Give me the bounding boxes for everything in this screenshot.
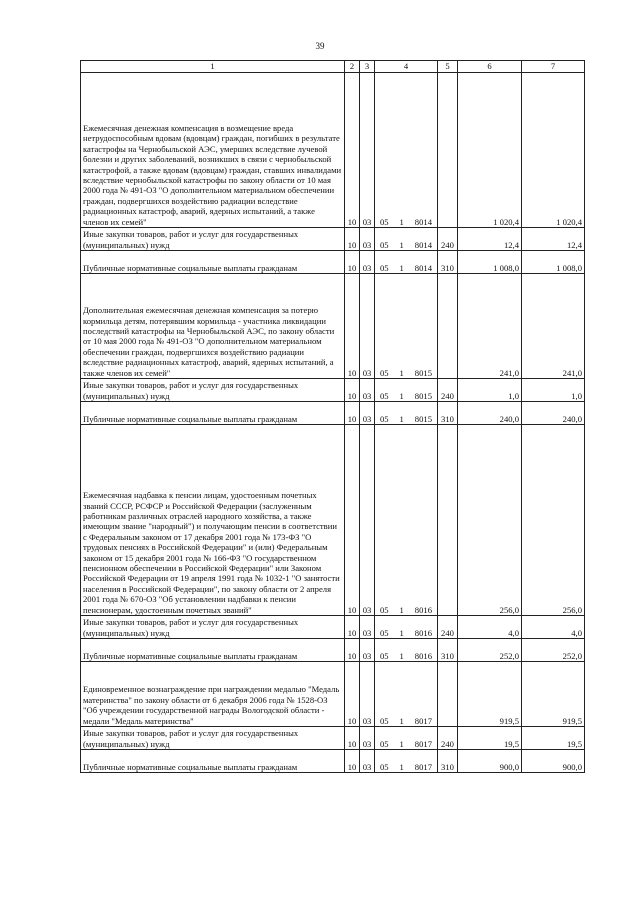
code-direction: 8017	[414, 738, 432, 749]
cell-target-code	[375, 379, 438, 402]
code-program: 05	[380, 650, 389, 661]
table-row	[81, 228, 585, 251]
table-row	[81, 425, 585, 616]
code-direction: 8014	[414, 262, 432, 273]
cell-amount-1: 19,5	[458, 727, 522, 750]
cell-subsection: 03	[360, 274, 375, 379]
cell-amount-1: 241,0	[458, 274, 522, 379]
row-name: Иные закупки товаров, работ и услуг для государственных (муниципальных) нужд	[81, 228, 345, 251]
cell-subsection: 03	[360, 616, 375, 639]
code-direction: 8015	[414, 367, 432, 378]
cell-expense-type: 240	[438, 228, 458, 251]
cell-section: 10	[345, 662, 360, 727]
code-subprogram: 1	[399, 216, 404, 227]
cell-amount-2: 240,0	[522, 402, 585, 425]
cell-target-code	[375, 228, 438, 251]
cell-expense-type: 310	[438, 402, 458, 425]
cell-amount-2: 4,0	[522, 616, 585, 639]
cell-amount-1: 12,4	[458, 228, 522, 251]
cell-amount-2: 256,0	[522, 425, 585, 616]
cell-section: 10	[345, 402, 360, 425]
cell-target-code	[375, 662, 438, 727]
cell-amount-2: 900,0	[522, 750, 585, 773]
cell-target-code	[375, 750, 438, 773]
code-program: 05	[380, 604, 389, 615]
table-row	[81, 251, 585, 274]
cell-amount-2: 1 008,0	[522, 251, 585, 274]
cell-target-code	[375, 727, 438, 750]
code-subprogram: 1	[399, 738, 404, 749]
cell-expense-type: 240	[438, 616, 458, 639]
cell-target-code	[375, 274, 438, 379]
cell-target-code	[375, 639, 438, 662]
cell-amount-1: 240,0	[458, 402, 522, 425]
row-name: Дополнительная ежемесячная денежная компенсация за потерю кормильца детям, потерявшим кормильца - участника ликвидации последствий катастрофы на Чернобыльской АЭС, по закону области от 10 мая 2000 года № 491-ОЗ "О дополнительном материальном обеспечении граждан, подвергшихся воздействию радиации вследствие радиационных катастроф, аварий, ядерных испытаний, а также членов их семей"	[81, 274, 345, 379]
page-number: 39	[315, 41, 325, 51]
cell-expense-type	[438, 73, 458, 228]
row-name: Ежемесячная надбавка к пенсии лицам, удостоенным почетных званий СССР, РСФСР и Российской Федерации (заслуженным работникам различных отраслей народного хозяйства, а также имеющим звание "народный") и получающим пенсии в соответствии с Федеральным законом от 17 декабря 2001 года № 173-ФЗ "О трудовых пенсиях в Российской Федерации" и (или) Федеральным законом от 15 декабря 2001 года № 166-ФЗ "О государственном пенсионном обеспечении в Российской Федерации" или Законом Российской Федерации от 19 апреля 1991 года № 1032-1 "О занятости населения в Российской Федерации", по закону области от 2 апреля 2001 года № 670-ОЗ "Об установлении надбавки к пенсии пенсионерам, удостоенным почетных званий"	[81, 425, 345, 616]
code-direction: 8017	[414, 715, 432, 726]
cell-expense-type: 240	[438, 379, 458, 402]
cell-amount-1: 252,0	[458, 639, 522, 662]
cell-amount-1: 1 020,4	[458, 73, 522, 228]
code-program: 05	[380, 761, 389, 772]
table-row	[81, 379, 585, 402]
code-program: 05	[380, 216, 389, 227]
cell-target-code	[375, 616, 438, 639]
code-program: 05	[380, 390, 389, 401]
cell-subsection: 03	[360, 662, 375, 727]
code-program: 05	[380, 738, 389, 749]
header-row	[81, 61, 585, 73]
code-direction: 8015	[414, 390, 432, 401]
table-row	[81, 73, 585, 228]
cell-subsection: 03	[360, 73, 375, 228]
code-subprogram: 1	[399, 413, 404, 424]
code-program: 05	[380, 239, 389, 250]
row-name: Единовременное вознаграждение при награждении медалью "Медаль материнства" по закону области от 6 декабря 2006 года № 1528-ОЗ "Об учреждении государственной награды Вологодской области - медали "Медаль материнства"	[81, 662, 345, 727]
cell-amount-1: 1,0	[458, 379, 522, 402]
cell-section: 10	[345, 228, 360, 251]
cell-section: 10	[345, 251, 360, 274]
table-row	[81, 727, 585, 750]
cell-expense-type	[438, 425, 458, 616]
cell-subsection: 03	[360, 402, 375, 425]
cell-section: 10	[345, 750, 360, 773]
cell-amount-1: 256,0	[458, 425, 522, 616]
cell-amount-2: 19,5	[522, 727, 585, 750]
cell-target-code	[375, 425, 438, 616]
code-subprogram: 1	[399, 239, 404, 250]
cell-expense-type: 310	[438, 251, 458, 274]
code-direction: 8014	[414, 239, 432, 250]
table-row	[81, 662, 585, 727]
cell-amount-2: 1,0	[522, 379, 585, 402]
code-direction: 8016	[414, 650, 432, 661]
table-row	[81, 616, 585, 639]
row-name: Иные закупки товаров, работ и услуг для государственных (муниципальных) нужд	[81, 379, 345, 402]
table-row	[81, 274, 585, 379]
col-header: 7	[522, 61, 585, 73]
code-subprogram: 1	[399, 650, 404, 661]
row-name: Публичные нормативные социальные выплаты гражданам	[81, 750, 345, 773]
code-program: 05	[380, 262, 389, 273]
cell-amount-1: 919,5	[458, 662, 522, 727]
code-subprogram: 1	[399, 627, 404, 638]
cell-section: 10	[345, 639, 360, 662]
cell-expense-type	[438, 662, 458, 727]
col-header: 5	[438, 61, 458, 73]
col-header: 6	[458, 61, 522, 73]
row-name: Публичные нормативные социальные выплаты гражданам	[81, 402, 345, 425]
code-direction: 8016	[414, 604, 432, 615]
row-name: Иные закупки товаров, работ и услуг для государственных (муниципальных) нужд	[81, 727, 345, 750]
cell-amount-1: 900,0	[458, 750, 522, 773]
row-name: Публичные нормативные социальные выплаты гражданам	[81, 639, 345, 662]
col-header: 1	[81, 61, 345, 73]
cell-target-code	[375, 402, 438, 425]
code-subprogram: 1	[399, 390, 404, 401]
cell-section: 10	[345, 274, 360, 379]
code-subprogram: 1	[399, 604, 404, 615]
row-name: Ежемесячная денежная компенсация в возмещение вреда нетрудоспособным вдовам (вдовцам) граждан, погибших в результате катастрофы на Чернобыльской АЭС, умерших вследствие лучевой болезни и других заболеваний, возникших в связи с чернобыльской катастрофой, а также вдовам (вдовцам) граждан, ставших инвалидами вследствие чернобыльской катастрофы по закону области от 10 мая 2000 года № 491-ОЗ "О дополнительном материальном обеспечении граждан, подвергшихся воздействию радиации вследствие радиационных катастроф, аварий, ядерных испытаний, а также членов их семей"	[81, 73, 345, 228]
code-direction: 8017	[414, 761, 432, 772]
cell-amount-1: 4,0	[458, 616, 522, 639]
budget-table	[80, 60, 585, 773]
cell-amount-2: 252,0	[522, 639, 585, 662]
cell-expense-type: 310	[438, 639, 458, 662]
code-subprogram: 1	[399, 761, 404, 772]
cell-subsection: 03	[360, 425, 375, 616]
cell-section: 10	[345, 73, 360, 228]
table-row	[81, 750, 585, 773]
cell-section: 10	[345, 727, 360, 750]
code-program: 05	[380, 413, 389, 424]
cell-amount-2: 919,5	[522, 662, 585, 727]
code-direction: 8016	[414, 627, 432, 638]
cell-expense-type	[438, 274, 458, 379]
cell-section: 10	[345, 616, 360, 639]
cell-subsection: 03	[360, 251, 375, 274]
cell-amount-2: 1 020,4	[522, 73, 585, 228]
code-direction: 8015	[414, 413, 432, 424]
cell-amount-2: 241,0	[522, 274, 585, 379]
cell-subsection: 03	[360, 228, 375, 251]
cell-subsection: 03	[360, 379, 375, 402]
row-name: Иные закупки товаров, работ и услуг для государственных (муниципальных) нужд	[81, 616, 345, 639]
code-program: 05	[380, 715, 389, 726]
code-program: 05	[380, 367, 389, 378]
code-direction: 8014	[414, 216, 432, 227]
row-name: Публичные нормативные социальные выплаты гражданам	[81, 251, 345, 274]
table-row	[81, 639, 585, 662]
cell-expense-type: 240	[438, 727, 458, 750]
cell-subsection: 03	[360, 639, 375, 662]
cell-subsection: 03	[360, 727, 375, 750]
col-header: 2	[345, 61, 360, 73]
table-row	[81, 402, 585, 425]
cell-target-code	[375, 251, 438, 274]
cell-section: 10	[345, 425, 360, 616]
cell-amount-2: 12,4	[522, 228, 585, 251]
cell-section: 10	[345, 379, 360, 402]
col-header: 3	[360, 61, 375, 73]
code-subprogram: 1	[399, 367, 404, 378]
cell-expense-type: 310	[438, 750, 458, 773]
col-header: 4	[375, 61, 438, 73]
code-subprogram: 1	[399, 262, 404, 273]
cell-amount-1: 1 008,0	[458, 251, 522, 274]
cell-subsection: 03	[360, 750, 375, 773]
code-subprogram: 1	[399, 715, 404, 726]
cell-target-code	[375, 73, 438, 228]
code-program: 05	[380, 627, 389, 638]
